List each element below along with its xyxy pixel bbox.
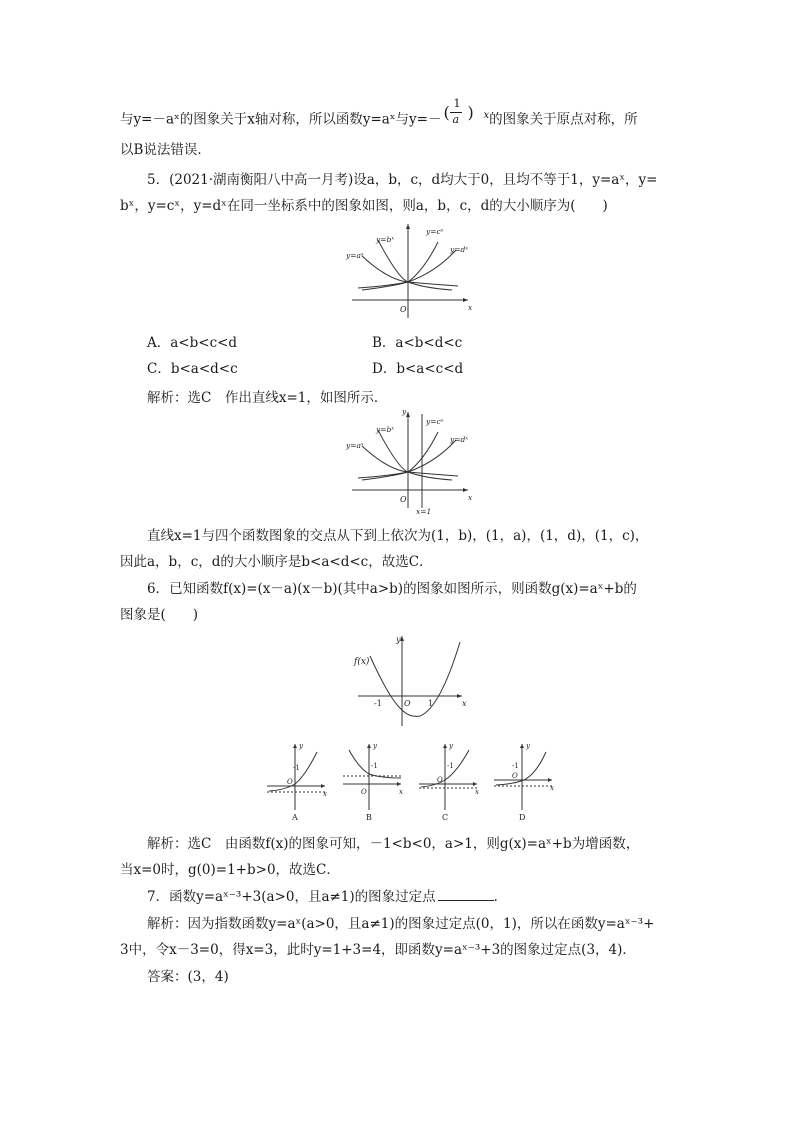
q6-choice-b-graph — [341, 738, 405, 822]
q5-option-a: A．a<b<c<d — [147, 335, 238, 351]
q6-stem-line-2: 图象是( ) — [120, 607, 199, 623]
q5-solution-line-3: 因此a，b，c，d的大小顺序是b<a<d<c，故选C． — [120, 554, 433, 570]
choice-letter: D — [519, 813, 526, 822]
q5-option-c: C．b<a<d<c — [147, 361, 238, 377]
exponent: x — [483, 110, 490, 121]
origin-label: O — [404, 699, 411, 708]
fraction — [441, 98, 475, 132]
label-y-ax: y=aˣ — [346, 441, 364, 450]
q7-stem-end: ． — [493, 889, 508, 905]
choice-letter: C — [442, 813, 449, 822]
origin-label: O — [361, 788, 367, 796]
axis-x-label: x — [323, 790, 327, 798]
line-x-equals-1-label: x=1 — [416, 507, 432, 516]
label-y-bx: y=bˣ — [376, 425, 394, 434]
right-paren: ) — [467, 103, 474, 122]
q5-solution-figure — [340, 408, 480, 518]
axis-y-label: y — [449, 742, 453, 750]
q5-option-b: B．a<b<d<c — [372, 335, 463, 351]
axis-y-label: y — [402, 407, 407, 416]
q6-choice-c-graph — [417, 738, 481, 822]
axis-y-label: y — [396, 635, 401, 644]
origin-label: O — [437, 776, 443, 784]
label-y-cx: y=cˣ — [426, 417, 444, 426]
tick-label: -1 — [447, 762, 454, 770]
tick-label: -1 — [371, 762, 378, 770]
label-y-cx: y=cˣ — [426, 227, 444, 236]
left-paren: ( — [443, 103, 450, 122]
q5-solution-graph — [340, 408, 480, 518]
q6-stem-line-1: 6．已知函数f(x)=(x－a)(x－b)(其中a>b)的图象如图所示，则函数g(x)=aˣ+b的 — [147, 581, 637, 597]
q6-choice-d — [492, 738, 556, 822]
axis-y-label: y — [299, 742, 303, 750]
function-label: f(x) — [354, 657, 370, 667]
axis-y-label: y — [373, 742, 377, 750]
choice-letter: B — [366, 813, 372, 822]
origin-label: O — [287, 778, 293, 786]
label-y-ax: y=aˣ — [346, 251, 364, 260]
q6-choice-a — [265, 738, 329, 822]
origin-label: O — [400, 495, 407, 504]
q6-choice-b — [341, 738, 405, 822]
axis-x-label: x — [475, 788, 479, 796]
axis-x-label: x — [550, 784, 554, 792]
tick-label: -1 — [293, 764, 300, 772]
q5-figure — [340, 220, 480, 320]
q6-choice-a-graph — [265, 738, 329, 822]
q7-stem — [147, 888, 507, 906]
q6-solution-line-2: 当x=0时，g(0)=1+b>0，故选C． — [120, 862, 340, 878]
q5-stem-line-1: 5．(2021·湖南衡阳八中高一月考)设a，b，c，d均大于0，且均不等于1，y=aˣ，y= — [147, 172, 658, 188]
label-y-dx: y=dˣ — [450, 435, 468, 444]
intro-text-b: 的图象关于原点对称，所 — [489, 111, 638, 128]
intro-line-1 — [120, 97, 638, 132]
label-y-bx: y=bˣ — [376, 235, 394, 244]
fraction-denominator: a — [452, 113, 460, 126]
fraction-numerator: 1 — [453, 97, 461, 110]
intro-line-2: 以B说法错误． — [120, 142, 211, 158]
origin-label: O — [512, 772, 518, 780]
q5-solution-line-1: 解析：选C 作出直线x=1，如图所示． — [147, 390, 388, 406]
axis-x-label: x — [399, 788, 403, 796]
tick-pos-1: 1 — [428, 699, 434, 708]
q7-solution-line-1: 解析：因为指数函数y=aˣ(a>0，且a≠1)的图象过定点(0，1)，所以在函数y=aˣ⁻³+ — [147, 916, 655, 932]
q6-function-figure — [350, 630, 470, 730]
tick-label: -1 — [512, 762, 519, 770]
q7-stem-text: 7．函数y=aˣ⁻³+3(a>0，且a≠1)的图象过定点 — [147, 889, 436, 905]
q5-option-d: D．b<a<c<d — [372, 361, 464, 377]
axis-x-label: x — [468, 493, 473, 502]
q6-solution-line-1: 解析：选C 由函数f(x)的图象可知，－1<b<0，a>1，则g(x)=aˣ+b为增函数， — [147, 836, 640, 852]
axis-x-label: x — [462, 699, 467, 708]
q6-function-graph — [350, 630, 470, 730]
q6-choice-d-graph — [492, 738, 556, 822]
intro-text-a: 与y=－aˣ的图象关于x轴对称，所以函数y=aˣ与y=－ — [120, 111, 442, 128]
choice-letter: A — [292, 813, 298, 822]
tick-neg-1: -1 — [374, 699, 382, 708]
origin-label: O — [400, 305, 407, 314]
q5-solution-line-2: 直线x=1与四个函数图象的交点从下到上依次为(1，b)，(1，a)，(1，d)，(1，c)， — [147, 528, 649, 544]
axis-y-label: y — [526, 742, 530, 750]
label-y-dx: y=dˣ — [450, 245, 468, 254]
q5-stem-line-2: bˣ，y=cˣ，y=dˣ在同一坐标系中的图象如图，则a，b，c，d的大小顺序为( ) — [120, 198, 608, 214]
q6-choice-c — [417, 738, 481, 822]
q5-graph — [340, 220, 480, 320]
answer-blank — [438, 888, 494, 901]
q7-answer: 答案：(3，4) — [147, 969, 229, 985]
q7-solution-line-2: 3中，令x－3=0，得x=3，此时y=1+3=4，即函数y=aˣ⁻³+3的图象过定点(3，4)． — [120, 942, 636, 958]
axis-x-label: x — [468, 303, 473, 312]
